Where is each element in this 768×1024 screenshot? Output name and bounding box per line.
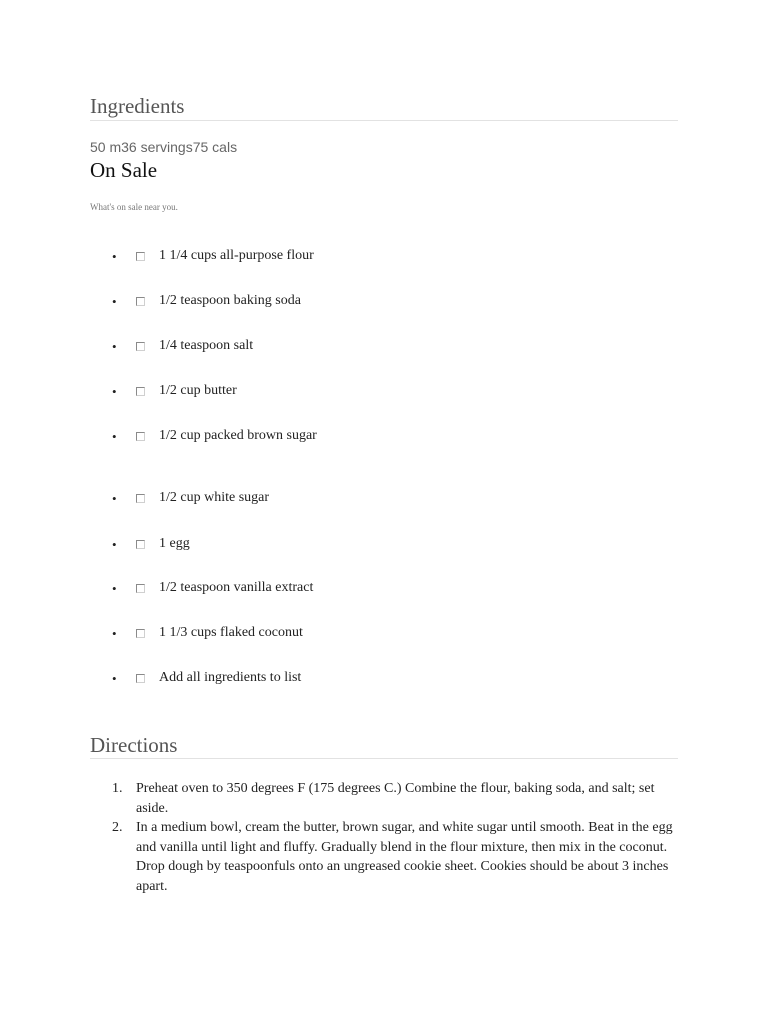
ingredient-label: 1 1/4 cups all-purpose flour [159,248,314,263]
ingredient-label: 1/2 cup butter [159,383,237,398]
ingredient-checkbox[interactable] [136,540,145,549]
step-text: In a medium bowl, cream the butter, brown sugar, and white sugar until smooth. Beat in the egg and vanilla until light and fluffy. Gradually blend in the flour mixture, then mix in the coconut. Drop dough by teaspoonfuls onto an ungreased cookie sheet. Cookies should be about 3 inches apart. [136,820,673,894]
ingredient-item[interactable] [112,534,190,554]
ingredient-item[interactable] [112,381,237,401]
ingredient-checkbox[interactable] [136,432,145,441]
step-number: 2. [112,820,123,835]
ingredient-label: 1/2 cup white sugar [159,490,270,505]
recipe-meta: 50 m36 servings75 cals [90,139,238,155]
ingredient-item[interactable] [112,578,313,598]
ingredient-label: 1 1/3 cups flaked coconut [159,625,303,640]
bullet-icon: • [112,293,117,309]
bullet-icon: • [112,670,117,686]
ingredient-item[interactable] [112,426,317,446]
ingredient-label: 1/4 teaspoon salt [159,338,254,353]
directions-list [112,779,682,896]
ingredient-label: 1/2 cup packed brown sugar [159,428,317,443]
ingredients-heading: Ingredients [90,94,185,118]
step-number: 1. [112,781,123,796]
ingredient-item[interactable] [112,336,253,356]
on-sale-heading: On Sale [90,158,158,182]
ingredient-item[interactable] [112,246,314,266]
add-all-ingredients-label: Add all ingredients to list [159,670,302,685]
ingredient-label: 1 egg [159,536,190,551]
direction-step [112,818,682,896]
ingredient-item[interactable] [112,623,303,643]
direction-step [112,779,682,818]
bullet-icon: • [112,383,117,399]
on-sale-subtitle: What's on sale near you. [90,202,178,212]
step-text: Preheat oven to 350 degrees F (175 degrees C.) Combine the flour, baking soda, and salt; set aside. [136,781,655,816]
ingredient-checkbox[interactable] [136,494,145,503]
bullet-icon: • [112,428,117,444]
ingredient-item[interactable] [112,291,301,311]
ingredient-checkbox[interactable] [136,629,145,638]
bullet-icon: • [112,536,117,552]
ingredient-checkbox[interactable] [136,297,145,306]
ingredient-checkbox[interactable] [136,252,145,261]
ingredient-label: 1/2 teaspoon baking soda [159,293,301,308]
bullet-icon: • [112,625,117,641]
ingredient-checkbox[interactable] [136,584,145,593]
bullet-icon: • [112,338,117,354]
bullet-icon: • [112,490,117,506]
bullet-icon: • [112,248,117,264]
ingredient-label: 1/2 teaspoon vanilla extract [159,580,314,595]
ingredient-item[interactable] [112,488,269,508]
directions-divider [90,758,678,759]
bullet-icon: • [112,580,117,596]
ingredient-checkbox[interactable] [136,342,145,351]
add-all-checkbox[interactable] [136,674,145,683]
ingredient-checkbox[interactable] [136,387,145,396]
directions-heading: Directions [90,733,178,757]
add-all-ingredients-item[interactable] [112,668,301,688]
ingredients-divider [90,120,678,121]
